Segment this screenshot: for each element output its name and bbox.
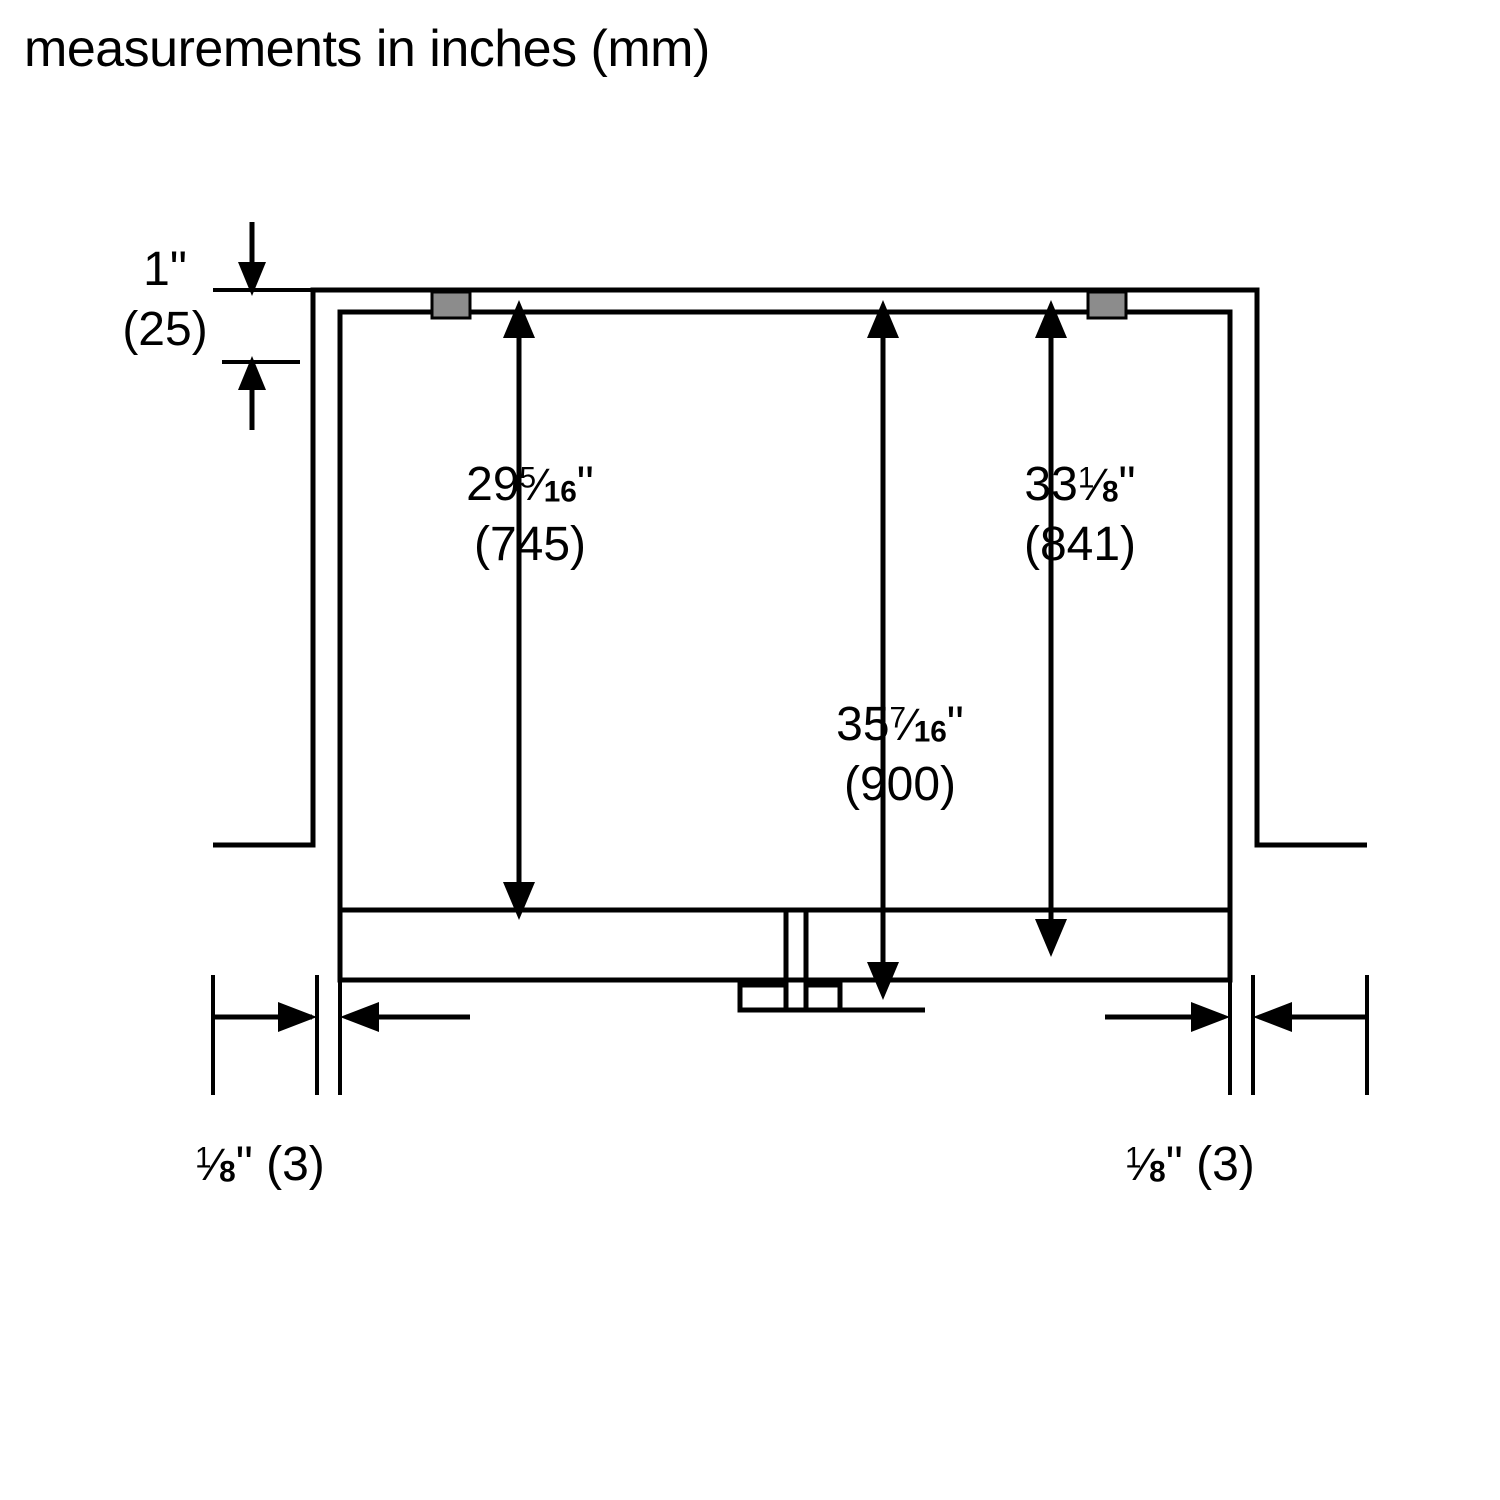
fraction-denominator-900: 16 [913,715,947,749]
inch-mark-841: " [1118,458,1136,511]
mounting-bracket-right [1088,292,1126,318]
dimension-fraction-right-clearance [1125,1135,1166,1195]
dimension-mm-841: (841) [1023,518,1137,571]
inch-mark-900: " [946,698,964,751]
dim-br-arrowhead-right [1191,1002,1230,1032]
fraction-slash-left-clearance: ⁄ [211,1139,220,1190]
dimension-inches-900 [770,695,1030,755]
fraction-numerator-900: 7 [889,701,907,735]
fraction-numerator-745: 5 [519,461,537,495]
dimension-inches-841 [950,455,1210,515]
fraction-slash-right-clearance: ⁄ [1141,1139,1150,1190]
dimension-text-right-clearance [1125,1135,1385,1195]
mounting-bracket-left [432,292,470,318]
dimension-mm-745: (745) [473,518,587,571]
fraction-numerator-841: 1 [1077,461,1095,495]
dimension-whole-745: 29 [466,458,520,511]
dimension-fraction-745 [520,455,577,515]
fraction-denominator-841: 8 [1101,475,1119,509]
dimension-label-top-gap [70,240,260,360]
fraction-slash-900: ⁄ [906,699,914,750]
appliance-body-outline [340,312,1230,910]
dimension-whole-900: 35 [836,698,890,751]
dim-841-arrowhead-down [1035,919,1067,957]
dimension-fraction-841 [1078,455,1119,515]
dimension-mm-900: (900) [843,758,957,811]
inch-mark-left-clearance: " [235,1138,253,1191]
fraction-numerator-left-clearance: 1 [195,1141,212,1175]
dimension-label-left-clearance [195,1135,455,1195]
dimension-text-left-clearance [195,1135,455,1195]
dimension-mm-left-clearance: (3) [266,1138,325,1191]
fraction-denominator-left-clearance: 8 [219,1155,236,1189]
dimension-label-841 [950,455,1210,575]
dim-745-arrowhead-down [503,882,535,920]
dimension-fraction-900 [890,695,947,755]
page-title: measurements in inches (mm) [24,20,710,78]
dimension-whole-841: 33 [1024,458,1078,511]
dim-bl-arrowhead-right [278,1002,317,1032]
dim-841-arrowhead-up [1035,300,1067,338]
dim-900-arrowhead-up [867,300,899,338]
fraction-denominator-right-clearance: 8 [1149,1155,1166,1189]
inch-mark-right-clearance: " [1165,1138,1183,1191]
fraction-denominator-745: 16 [543,475,577,509]
dimension-inches-top-gap: 1" [143,243,187,296]
dimension-mm-top-gap: (25) [122,303,208,356]
leg-box-right [806,985,840,1010]
dimension-inches-745 [400,455,660,515]
dim-br-arrowhead-left [1253,1002,1292,1032]
leg-box-left [740,985,786,1010]
fraction-slash-841: ⁄ [1094,459,1102,510]
dimension-fraction-left-clearance [195,1135,236,1195]
dimension-label-900 [770,695,1030,815]
dim-745-arrowhead-up [503,300,535,338]
dimension-mm-right-clearance: (3) [1196,1138,1255,1191]
dimension-label-745 [400,455,660,575]
dimension-label-right-clearance [1125,1135,1385,1195]
inch-mark-745: " [576,458,594,511]
dim-bl-arrowhead-left [340,1002,379,1032]
fraction-slash-745: ⁄ [536,459,544,510]
fraction-numerator-right-clearance: 1 [1125,1141,1142,1175]
